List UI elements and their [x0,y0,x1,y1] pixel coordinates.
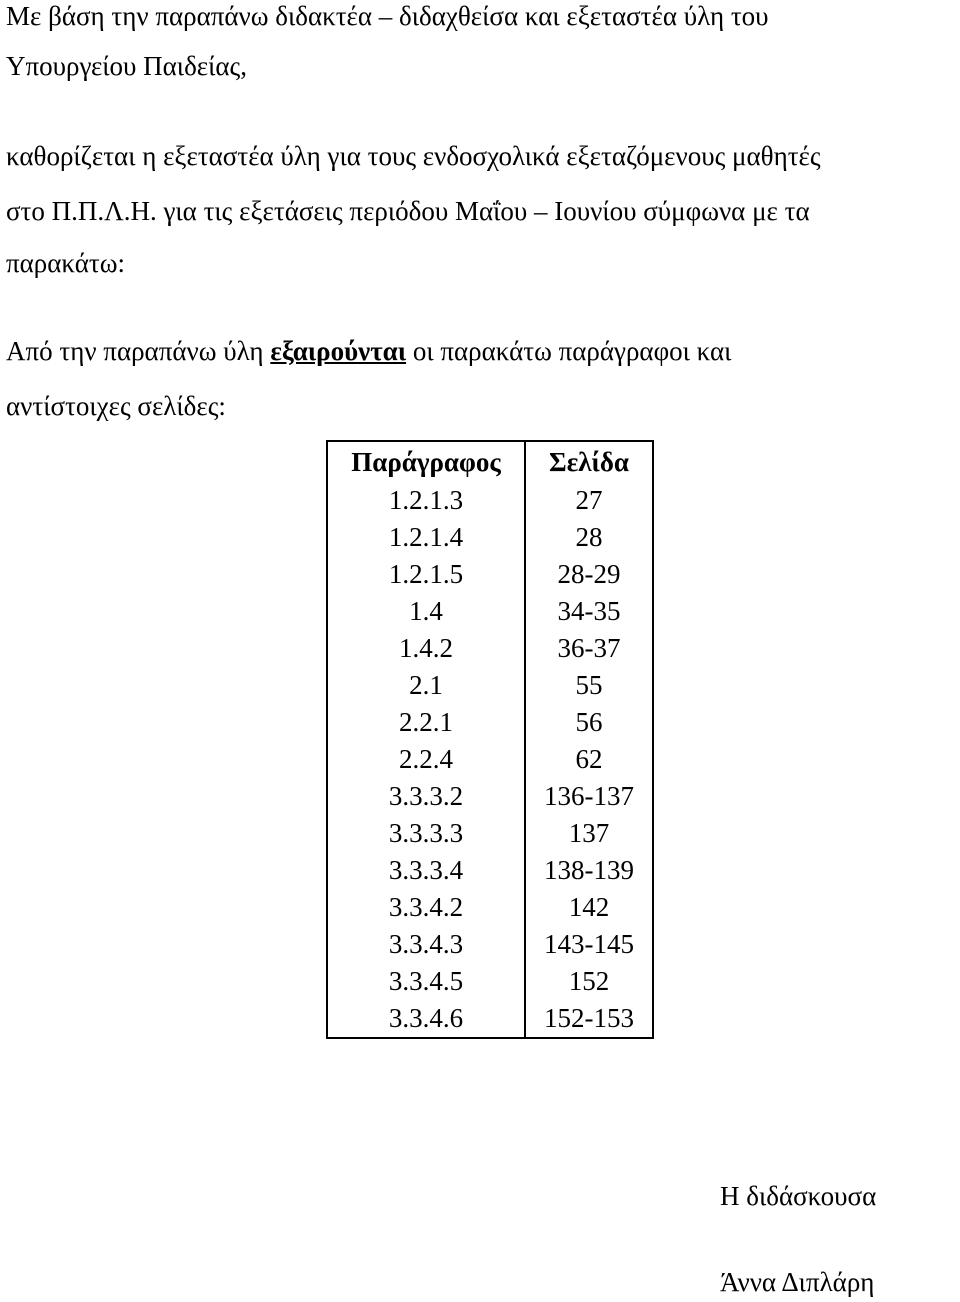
page-cell: 136-137 [525,778,653,815]
paragraph-cell: 2.1 [327,667,525,704]
table-row [327,556,653,593]
table-row [327,778,653,815]
page-cell: 56 [525,704,653,741]
table-header-row [327,441,653,482]
page-cell: 138-139 [525,852,653,889]
table-row [327,519,653,556]
exclusion-text-after: οι παρακάτω παράγραφοι και [406,336,732,366]
page-cell: 142 [525,889,653,926]
scope-line-1: καθορίζεται η εξεταστέα ύλη για τους ενδοσχολικά εξεταζόμενους μαθητές [6,141,821,171]
paragraph-cell: 3.3.3.2 [327,778,525,815]
scope-line-3: παρακάτω: [6,248,126,278]
paragraph-cell: 1.2.1.4 [327,519,525,556]
intro-line-1: Με βάση την παραπάνω διδακτέα – διδαχθείσα και εξεταστέα ύλη του [6,1,769,31]
page-cell: 28 [525,519,653,556]
table-row [327,1000,653,1038]
table-body [327,482,653,1038]
page-cell: 34-35 [525,593,653,630]
page-cell: 152 [525,963,653,1000]
paragraph-cell: 2.2.1 [327,704,525,741]
paragraph-cell: 1.4 [327,593,525,630]
signature-role: Η διδάσκουσα [720,1181,877,1211]
table-row [327,926,653,963]
table-row [327,593,653,630]
exclusion-line-2: αντίστοιχες σελίδες: [6,391,226,421]
table-row [327,630,653,667]
table-row [327,482,653,519]
excluded-sections-table [326,440,654,1039]
paragraph-cell: 3.3.4.2 [327,889,525,926]
paragraph-cell: 1.2.1.5 [327,556,525,593]
paragraph-cell: 3.3.4.3 [327,926,525,963]
page-cell: 62 [525,741,653,778]
table-row [327,741,653,778]
page-cell: 152-153 [525,1000,653,1038]
header-paragraph: Παράγραφος [327,441,525,482]
page-cell: 36-37 [525,630,653,667]
exclusion-emphasis: εξαιρούνται [270,336,407,366]
page-cell: 137 [525,815,653,852]
header-page: Σελίδα [525,441,653,482]
intro-line-2: Υπουργείου Παιδείας, [6,51,247,81]
paragraph-cell: 3.3.3.3 [327,815,525,852]
paragraph-cell: 3.3.3.4 [327,852,525,889]
table-row [327,889,653,926]
scope-line-2: στο Π.Π.Λ.Η. για τις εξετάσεις περιόδου Μαΐου – Ιουνίου σύμφωνα με τα [6,196,810,226]
page-cell: 143-145 [525,926,653,963]
page-cell: 27 [525,482,653,519]
table-row [327,667,653,704]
paragraph-cell: 3.3.4.5 [327,963,525,1000]
table-row [327,815,653,852]
paragraph-cell: 2.2.4 [327,741,525,778]
page-cell: 55 [525,667,653,704]
paragraph-cell: 3.3.4.6 [327,1000,525,1038]
table-row [327,963,653,1000]
table-row [327,852,653,889]
table-row [327,704,653,741]
paragraph-cell: 1.2.1.3 [327,482,525,519]
signature-name: Άννα Διπλάρη [720,1267,875,1297]
page-cell: 28-29 [525,556,653,593]
exclusion-text-before: Από την παραπάνω ύλη [6,336,271,366]
paragraph-cell: 1.4.2 [327,630,525,667]
exclusion-line-1 [6,335,731,367]
